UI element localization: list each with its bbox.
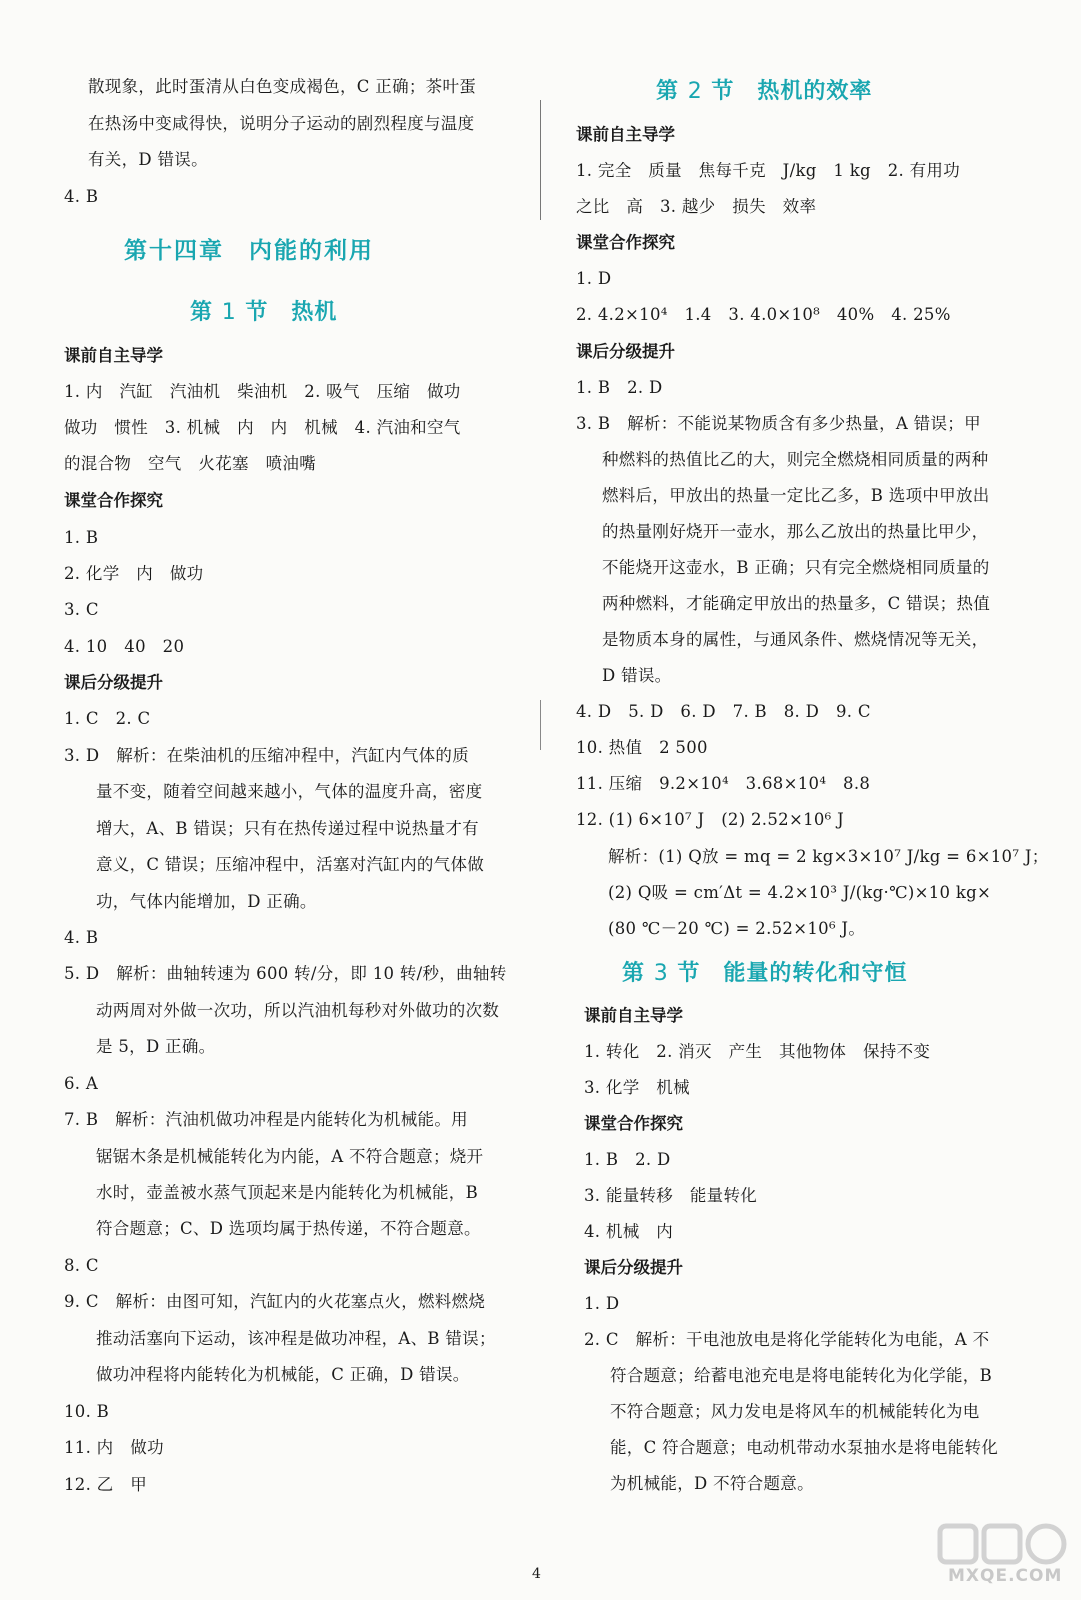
section-heading: 课后分级提升 — [64, 673, 163, 692]
answer-item: 3. D 解析：在柴油机的压缩冲程中，汽缸内气体的质 — [64, 746, 470, 765]
answer-item: 2. 4.2×10⁴ 1.4 3. 4.0×10⁸ 40% 4. 25% — [576, 305, 951, 324]
chapter-title: 第十四章 内能的利用 — [124, 237, 374, 264]
text-line: 符合题意；给蓄电池充电是将电能转化为化学能，B — [610, 1366, 993, 1385]
watermark-text: MXQE.COM — [948, 1566, 1063, 1586]
text-line: 能，C 符合题意；电动机带动水泵抽水是将电能转化 — [610, 1438, 999, 1457]
text-line: 的混合物 空气 火花塞 喷油嘴 — [64, 454, 316, 473]
text-line: 为机械能，D 不符合题意。 — [610, 1474, 814, 1493]
answer-item: 3. 化学 机械 — [584, 1078, 690, 1097]
text-line: 锯锯木条是机械能转化为内能，A 不符合题意；烧开 — [96, 1147, 484, 1166]
text-line: 水时，壶盖被水蒸气顶起来是内能转化为机械能，B — [96, 1183, 479, 1202]
answer-item: 3. C — [64, 600, 99, 619]
section-heading: 课堂合作探究 — [576, 233, 675, 252]
text-line: D 错误。 — [602, 666, 672, 685]
answer-item: 5. D 解析：曲轴转速为 600 转/分，即 10 转/秒，曲轴转 — [64, 964, 507, 983]
answer-item: 8. C — [64, 1256, 99, 1275]
answer-item: 10. 热值 2 500 — [576, 738, 708, 757]
text-line: 之比 高 3. 越少 损失 效率 — [576, 197, 817, 216]
text-line: 散现象，此时蛋清从白色变成褐色，C 正确；茶叶蛋 — [88, 77, 477, 96]
answer-item: 12. 乙 甲 — [64, 1475, 148, 1494]
text-line: 不能烧开这壶水，B 正确；只有完全燃烧相同质量的 — [602, 558, 990, 577]
answer-item: 10. B — [64, 1402, 110, 1421]
answer-item: 1. D — [576, 269, 612, 288]
answer-item: 4. B — [64, 928, 99, 947]
text-line: (80 ℃－20 ℃) = 2.52×10⁶ J。 — [608, 919, 866, 938]
answer-item: 4. D 5. D 6. D 7. B 8. D 9. C — [576, 702, 871, 721]
section-title: 第 3 节 能量的转化和守恒 — [622, 960, 908, 986]
page-number: 4 — [532, 1566, 541, 1582]
answer-item: 1. 转化 2. 消灭 产生 其他物体 保持不变 — [584, 1042, 931, 1061]
text-line: 功，气体内能增加，D 正确。 — [96, 892, 317, 911]
column-divider — [540, 100, 541, 220]
section-heading: 课前自主导学 — [576, 125, 675, 144]
text-line: 做功冲程将内能转化为机械能，C 正确，D 错误。 — [96, 1365, 470, 1384]
text-line: (2) Q吸 = cm′Δt = 4.2×10³ J/(kg·℃)×10 kg× — [608, 883, 992, 902]
section-heading: 课前自主导学 — [64, 346, 163, 365]
text-line: 推动活塞向下运动，该冲程是做功冲程，A、B 错误； — [96, 1329, 496, 1348]
answer-item: 6. A — [64, 1074, 99, 1093]
answer-item: 1. 内 汽缸 汽油机 柴油机 2. 吸气 压缩 做功 — [64, 382, 461, 401]
text-line: 是 5，D 正确。 — [96, 1037, 216, 1056]
text-line: 动两周对外做一次功，所以汽油机每秒对外做功的次数 — [96, 1001, 500, 1020]
answer-item: 4. 机械 内 — [584, 1222, 674, 1241]
text-line: 的热量刚好烧开一壶水，那么乙放出的热量比甲少， — [602, 522, 989, 541]
answer-item: 1. C 2. C — [64, 709, 151, 728]
answer-item: 1. B 2. D — [584, 1150, 671, 1169]
answer-item: 1. B 2. D — [576, 378, 663, 397]
answer-item: 4. B — [64, 187, 99, 206]
answer-item: 2. C 解析：干电池放电是将化学能转化为电能，A 不 — [584, 1330, 990, 1349]
section-heading: 课堂合作探究 — [64, 491, 163, 510]
section-title: 第 2 节 热机的效率 — [656, 78, 873, 104]
text-line: 解析：(1) Q放 = mq = 2 kg×3×10⁷ J/kg = 6×10⁷ J； — [608, 847, 1049, 866]
text-line: 燃料后，甲放出的热量一定比乙多，B 选项中甲放出 — [602, 486, 990, 505]
answer-item: 11. 内 做功 — [64, 1438, 164, 1457]
answer-item: 1. 完全 质量 焦每千克 J/kg 1 kg 2. 有用功 — [576, 161, 961, 180]
section-heading: 课堂合作探究 — [584, 1114, 683, 1133]
text-line: 种燃料的热值比乙的大，则完全燃烧相同质量的两种 — [602, 450, 989, 469]
text-line: 做功 惯性 3. 机械 内 内 机械 4. 汽油和空气 — [64, 418, 461, 437]
text-line: 符合题意；C、D 选项均属于热传递，不符合题意。 — [96, 1219, 481, 1238]
column-divider — [540, 700, 541, 750]
text-line: 在热汤中变咸得快，说明分子运动的剧烈程度与温度 — [88, 114, 475, 133]
section-heading: 课后分级提升 — [584, 1258, 683, 1277]
answer-item: 2. 化学 内 做功 — [64, 564, 204, 583]
answer-item: 4. 10 40 20 — [64, 637, 185, 656]
answer-item: 1. D — [584, 1294, 620, 1313]
answer-item: 3. B 解析：不能说某物质含有多少热量，A 错误；甲 — [576, 414, 981, 433]
text-line: 两种燃料，才能确定甲放出的热量多，C 错误；热值 — [602, 594, 991, 613]
text-line: 是物质本身的属性，与通风条件、燃烧情况等无关， — [602, 630, 989, 649]
text-line: 量不变，随着空间越来越小，气体的温度升高，密度 — [96, 782, 483, 801]
section-heading: 课后分级提升 — [576, 342, 675, 361]
text-line: 意义，C 错误；压缩冲程中，活塞对汽缸内的气体做 — [96, 855, 485, 874]
text-line: 不符合题意；风力发电是将风车的机械能转化为电 — [610, 1402, 980, 1421]
answer-item: 12. (1) 6×10⁷ J (2) 2.52×10⁶ J — [576, 810, 845, 829]
answer-item: 9. C 解析：由图可知，汽缸内的火花塞点火，燃料燃烧 — [64, 1292, 486, 1311]
section-heading: 课前自主导学 — [584, 1006, 683, 1025]
answer-item: 11. 压缩 9.2×10⁴ 3.68×10⁴ 8.8 — [576, 774, 871, 793]
section-title: 第 1 节 热机 — [190, 299, 338, 325]
text-line: 增大，A、B 错误；只有在热传递过程中说热量才有 — [96, 819, 479, 838]
text-line: 有关，D 错误。 — [88, 150, 208, 169]
answer-item: 7. B 解析：汽油机做功冲程是内能转化为机械能。用 — [64, 1110, 468, 1129]
answer-item: 1. B — [64, 528, 99, 547]
answer-item: 3. 能量转移 能量转化 — [584, 1186, 758, 1205]
